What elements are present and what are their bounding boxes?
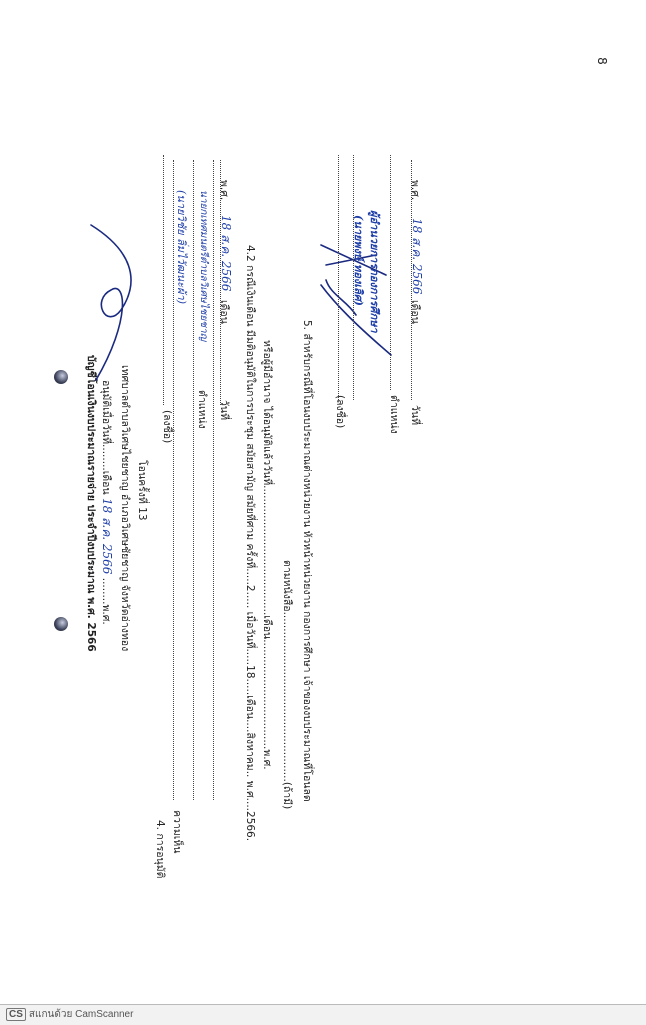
sign-label-5: (ลงชื่อ): [334, 395, 346, 429]
date-year-label: พ.ศ.: [218, 180, 230, 201]
letter-reference: ตามหนังสือ...................................................(ถ้ามี): [281, 560, 293, 810]
sign-label: (ลงชื่อ): [161, 410, 173, 444]
date-line: [220, 160, 221, 405]
director-name-line: [353, 155, 354, 400]
opinion-line-3: [213, 160, 214, 800]
header-line-1: บัญชีโอนเงินงบประมาณรายจ่าย ประจำปีงบประมาณ พ.ศ. 2566: [85, 355, 97, 652]
binder-hole-right: [54, 617, 68, 631]
signature-line-5: [338, 155, 339, 400]
mayor-signature: [81, 220, 151, 390]
opinion-label: ความเห็น: [171, 810, 183, 854]
date-month-label-5: เดือน: [409, 300, 421, 324]
position-line-5: [390, 155, 391, 390]
section4-title: 4. การอนุมัติ: [154, 820, 166, 879]
header-line-3: เทศบาลตำบลวิเศษไชยชาญ อำเภอวิเศษชัยชาญ จังหวัดอ่างทอง: [119, 365, 131, 652]
position-label: ตำแหน่ง: [196, 390, 208, 429]
date-label: วันที่: [218, 400, 230, 420]
mayor-position: นายกเทศมนตรีตำบลวิเศษไชยชาญ: [198, 190, 209, 342]
header-line-2: อนุมัติเมื่อวันที่........เดือน 18 ส.ค. 2566 ........พ.ศ.: [100, 380, 114, 625]
approved-date-handwritten: 18 ส.ค. 2566: [100, 498, 114, 575]
section5-title: 5. สำหรับกรณีที่โอนงบประมาณต่างหน่วยงาน หัวหน้าหน่วยงาน กองการศึกษา เจ้าของงบประมาณที่โอนลด: [301, 320, 313, 802]
mayor-name: (นายวิชัย ลิ่มไวัฒนะผ้า): [175, 190, 188, 304]
director-name: (นายพงษ์ ทองเลิศ): [352, 215, 365, 306]
header-line-4: โอนครั้งที่ 13: [136, 460, 148, 521]
section42-line2: หรือผู้มีอำนาจ ได้อนุมัติแล้ววันที่.......................................เดือน.................................พ.ศ.: [261, 340, 273, 770]
date-label-5: วันที่: [409, 405, 421, 425]
director-date: 18 ส.ค. 2566: [410, 218, 424, 295]
position-label-5: ตำแหน่ง: [388, 395, 400, 434]
section42-line1: 4.2 กรณีเงินเดือน มีมติอนุมัติในการประชุม สมัยสามัญ สมัยที่ศาม ครั้งที่.....2..... เมื่อวันที่.....18.....เดือน....สิงหาคม.. พ.ศ....2566.: [244, 245, 256, 842]
page-number: 8: [594, 57, 609, 65]
scanner-watermark: CS สแกนด้วย CamScanner: [6, 1007, 133, 1022]
binder-hole-left: [54, 370, 68, 384]
mayor-date: 18 ส.ค. 2566: [219, 215, 233, 292]
signature-line: [163, 155, 164, 405]
director-position: ผู้อำนวยการกองการศึกษา: [368, 210, 381, 333]
date-month-label: เดือน: [218, 300, 230, 324]
date-line-5: [411, 160, 412, 400]
camscanner-icon: CS: [6, 1008, 26, 1021]
date-year-label-5: พ.ศ.: [409, 180, 421, 201]
opinion-line-2: [193, 160, 194, 800]
